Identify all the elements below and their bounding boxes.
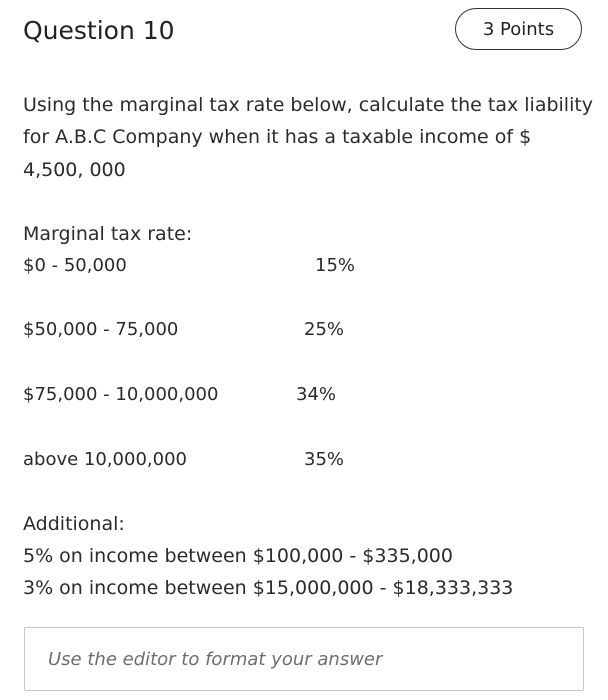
tax-bracket-range: $0 - 50,000	[23, 255, 127, 276]
points-badge: 3 Points	[455, 8, 582, 50]
tax-bracket-rate: 34%	[296, 384, 337, 405]
tax-bracket-range: $75,000 - 10,000,000	[23, 384, 219, 405]
tax-table-heading: Marginal tax rate:	[23, 223, 193, 245]
tax-bracket-rate: 25%	[304, 319, 345, 340]
tax-bracket-range: above 10,000,000	[23, 449, 187, 470]
additional-line: 3% on income between $15,000,000 - $18,333,333	[23, 577, 514, 599]
prompt-line: for A.B.C Company when it has a taxable income of $	[23, 126, 532, 148]
additional-line: 5% on income between $100,000 - $335,000	[23, 545, 453, 567]
answer-editor[interactable]	[24, 627, 584, 691]
prompt-line: 4,500, 000	[23, 159, 126, 181]
tax-bracket-range: $50,000 - 75,000	[23, 319, 179, 340]
additional-heading: Additional:	[23, 513, 125, 535]
prompt-line: Using the marginal tax rate below, calculate the tax liability	[23, 94, 594, 116]
answer-placeholder: Use the editor to format your answer	[48, 648, 383, 670]
tax-bracket-rate: 15%	[315, 255, 356, 276]
question-title: Question 10	[23, 16, 175, 45]
tax-bracket-rate: 35%	[304, 449, 345, 470]
